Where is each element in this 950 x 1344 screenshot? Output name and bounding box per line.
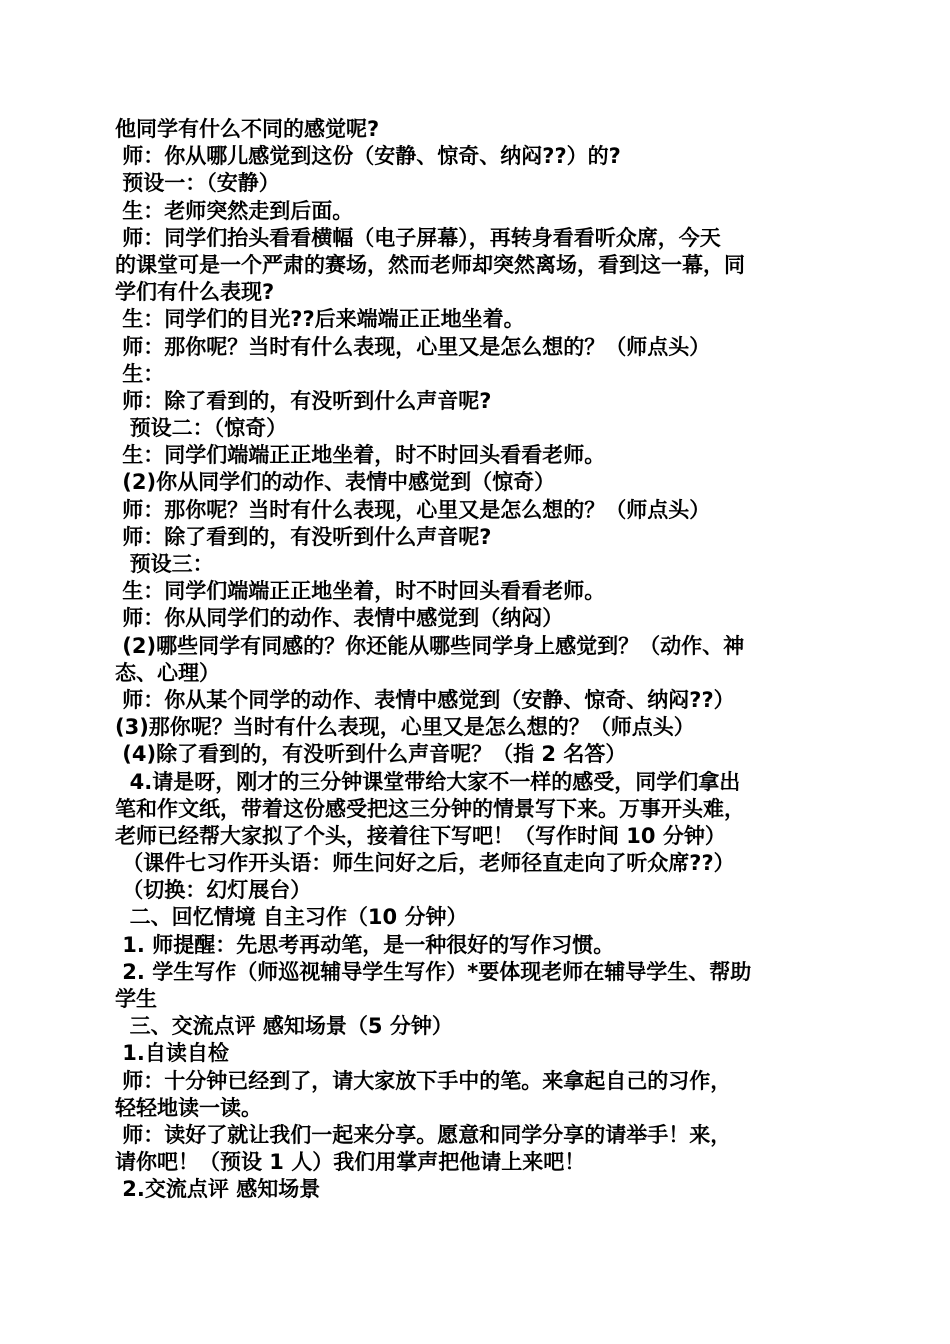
text-line: 他同学有什么不同的感觉呢? [115,117,380,141]
text-line: (3)那你呢？当时有什么表现，心里又是怎么想的？（师点头） [115,715,695,740]
document-body [115,116,835,1204]
text-line: （切换：幻灯展台） [115,878,312,903]
text-line: 笔和作文纸，带着这份感受把这三分钟的情景写下来。万事开头难， [115,796,745,821]
text-line: 学生 [115,987,157,1011]
text-line: 师：除了看到的，有没听到什么声音呢? [115,524,492,549]
text-line: (2)你从同学们的动作、表情中感觉到（惊奇） [115,470,556,495]
text-line: 2. 学生写作（师巡视辅导学生写作）*要体现老师在辅导学生、帮助 [115,959,752,984]
text-line: 师：那你呢？当时有什么表现，心里又是怎么想的？（师点头） [115,497,711,522]
text-line: 态、心理） [115,660,220,685]
text-line: 学们有什么表现? [115,280,275,305]
text-line: (2)哪些同学有同感的？你还能从哪些同学身上感觉到？（动作、神 [115,633,745,658]
text-line: 请你吧！（预设 1 人）我们用掌声把他请上来吧！ [115,1150,586,1175]
text-line: 生：同学们端端正正地坐着，时不时回头看看老师。 [115,579,606,604]
text-line: 1. 师提醒：先思考再动笔，是一种很好的写作习惯。 [115,932,615,957]
text-line: （课件七习作开头语：师生问好之后，老师径直走向了听众席??） [115,851,735,876]
text-line: 三、交流点评 感知场景（5 分钟） [115,1014,453,1039]
text-line: 二、回忆情境 自主习作（10 分钟） [115,905,468,930]
text-line: 1.自读自检 [115,1041,229,1066]
text-line: 师：读好了就让我们一起来分享。愿意和同学分享的请举手！来， [115,1122,732,1147]
text-line: 生： [115,361,165,386]
text-line: 老师已经帮大家拟了个头，接着往下写吧！（写作时间 10 分钟） [115,823,726,848]
text-line: 师：你从哪儿感觉到这份（安静、惊奇、纳闷??）的? [115,144,621,169]
text-line: 生：同学们端端正正地坐着，时不时回头看看老师。 [115,443,606,468]
text-line: 师：除了看到的，有没听到什么声音呢? [115,388,492,413]
text-line: 师：同学们抬头看看横幅（电子屏幕），再转身看看听众席，今天 [115,225,721,250]
text-line: 生：老师突然走到后面。 [115,198,354,223]
text-line: 4.请是呀，刚才的三分钟课堂带给大家不一样的感受，同学们拿出 [115,769,741,794]
text-line: 师：那你呢？当时有什么表现，心里又是怎么想的？（师点头） [115,334,711,359]
text-line: 生：同学们的目光??后来端端正正地坐着。 [115,307,525,332]
text-line: 轻轻地读一读。 [115,1095,262,1120]
text-line: 2.交流点评 感知场景 [115,1177,321,1202]
text-line: 师：十分钟已经到了，请大家放下手中的笔。来拿起自己的习作， [115,1068,732,1093]
text-line: (4)除了看到的，有没听到什么声音呢？（指 2 名答） [115,742,627,767]
text-line: 预设三： [115,552,214,576]
text-line: 预设二：（惊奇） [115,416,288,441]
text-line: 师：你从某个同学的动作、表情中感觉到（安静、惊奇、纳闷??） [115,687,735,712]
text-line: 预设一：（安静） [115,171,280,196]
text-line: 的课堂可是一个严肃的赛场，然而老师却突然离场，看到这一幕，同 [115,252,745,277]
text-line: 师：你从同学们的动作、表情中感觉到（纳闷） [115,606,564,631]
